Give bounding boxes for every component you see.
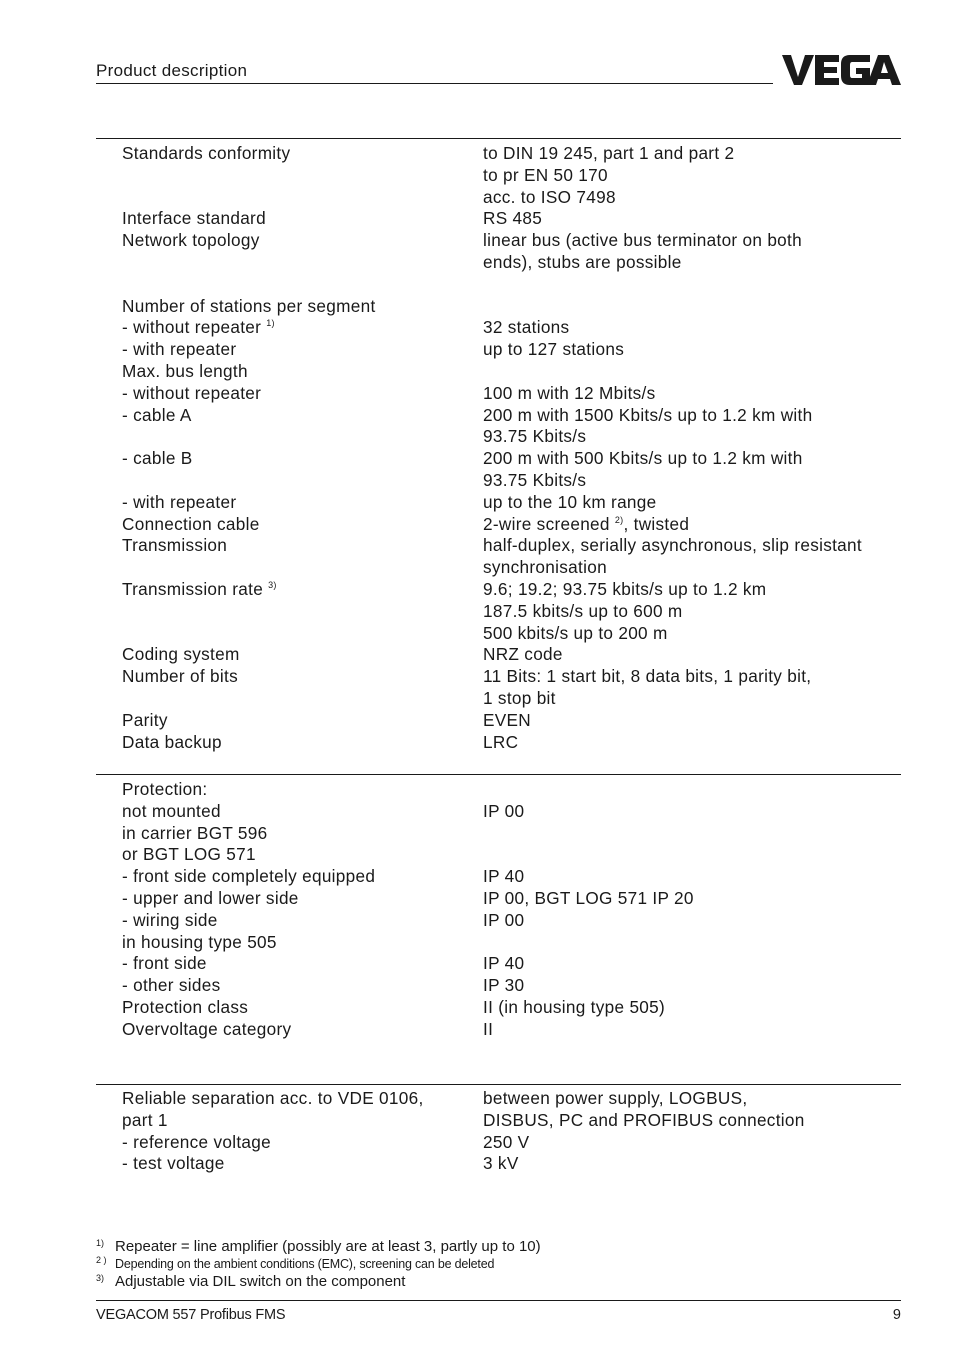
- spec-label-text: - with repeater: [122, 491, 237, 512]
- footnote-3: [96, 1273, 901, 1291]
- spec-label: [122, 448, 483, 470]
- spec-label: [122, 997, 483, 1019]
- spec-value: [483, 910, 902, 932]
- spec-value: [483, 208, 902, 230]
- spec-row: [122, 1110, 902, 1132]
- spec-row: [122, 187, 902, 209]
- spec-row: [122, 514, 902, 536]
- spec-value: [483, 710, 902, 732]
- spec-label: [122, 779, 483, 801]
- spec-value: [483, 932, 902, 954]
- spec-label-text: Parity: [122, 709, 168, 730]
- spec-value-text: 9.6; 19.2; 93.75 kbits/s up to 1.2 km: [483, 578, 767, 599]
- spec-value-text: acc. to ISO 7498: [483, 186, 616, 207]
- spec-row: [122, 932, 902, 954]
- spec-value: [483, 448, 902, 470]
- spec-label-text: Transmission: [122, 535, 228, 556]
- spec-value-text: up to the 10 km range: [483, 491, 657, 512]
- spec-label-text: Transmission rate: [122, 578, 264, 599]
- spec-label-text: - front side: [122, 953, 207, 974]
- spec-row: [122, 801, 902, 823]
- spec-label-text: part 1: [122, 1109, 168, 1130]
- spec-value-text: 93.75 Kbits/s: [483, 426, 587, 447]
- spec-value-text: RS 485: [483, 208, 543, 229]
- spec-value: [483, 644, 902, 666]
- protection-section: [122, 779, 902, 1041]
- spec-row: [122, 888, 902, 910]
- spec-label-text: not mounted: [122, 800, 221, 821]
- spec-value-text: 32 stations: [483, 317, 570, 338]
- spec-value: [483, 1088, 902, 1110]
- spec-label-text: in carrier BGT 596: [122, 822, 268, 843]
- spec-row: [122, 405, 902, 427]
- spec-value: [483, 165, 902, 187]
- spec-value: [483, 953, 902, 975]
- spec-value-text: IP 40: [483, 866, 525, 887]
- spec-value: [483, 997, 902, 1019]
- spec-row: [122, 296, 902, 318]
- spec-value-text: to pr EN 50 170: [483, 164, 608, 185]
- spec-label-text: - without repeater: [122, 382, 262, 403]
- spec-label-text: Network topology: [122, 230, 260, 251]
- footnote-ref: 2): [614, 514, 624, 525]
- spec-label-text: - other sides: [122, 975, 221, 996]
- spec-value: [483, 888, 902, 910]
- spec-value-text: 200 m with 1500 Kbits/s up to 1.2 km with: [483, 404, 813, 425]
- spec-value: [483, 732, 902, 754]
- page-number: 9: [892, 1307, 901, 1323]
- spec-label: [122, 1110, 483, 1132]
- spec-value: [483, 801, 902, 823]
- spec-label-text: Number of stations per segment: [122, 295, 376, 316]
- spec-label: [122, 187, 483, 209]
- spec-row: [122, 383, 902, 405]
- spec-label: [122, 801, 483, 823]
- footnote-mark: 3): [96, 1273, 105, 1283]
- spec-value: [483, 252, 902, 274]
- spec-value-text: half-duplex, serially asynchronous, slip resistant: [483, 535, 862, 556]
- spec-row: [122, 732, 902, 754]
- spec-label: [122, 953, 483, 975]
- spec-value: [483, 975, 902, 997]
- spec-row: [122, 230, 902, 252]
- spec-value: [483, 317, 902, 339]
- spec-value: [483, 779, 902, 801]
- spec-label: [122, 230, 483, 252]
- spec-value: [483, 1132, 902, 1154]
- spec-label-text: Reliable separation acc. to VDE 0106,: [122, 1088, 424, 1108]
- spec-value-text: 187.5 kbits/s up to 600 m: [483, 600, 683, 621]
- vega-logo: [782, 52, 902, 88]
- spec-row: [122, 844, 902, 866]
- spec-label: [122, 888, 483, 910]
- spec-row: [122, 274, 902, 296]
- spec-value-text: 100 m with 12 Mbits/s: [483, 382, 656, 403]
- spec-label: [122, 732, 483, 754]
- footer-rule: [96, 1300, 901, 1301]
- spec-row: [122, 579, 902, 601]
- spec-label: [122, 252, 483, 274]
- spec-label: [122, 910, 483, 932]
- spec-value: [483, 1019, 902, 1041]
- spec-value-text: 250 V: [483, 1131, 530, 1152]
- spec-row: [122, 470, 902, 492]
- spec-value: [483, 426, 902, 448]
- spec-label-text: - upper and lower side: [122, 887, 299, 908]
- spec-value: [483, 492, 902, 514]
- spec-label-text: - cable A: [122, 404, 192, 425]
- spec-value: [483, 823, 902, 845]
- spec-row: [122, 710, 902, 732]
- spec-value-text: 3 kV: [483, 1153, 519, 1174]
- spec-value: [483, 187, 902, 209]
- spec-label: [122, 1088, 483, 1110]
- spec-row: [122, 953, 902, 975]
- spec-row: [122, 165, 902, 187]
- spec-value-text: 11 Bits: 1 start bit, 8 data bits, 1 parity bit,: [483, 666, 812, 687]
- spec-label: [122, 514, 483, 536]
- spec-value: [483, 866, 902, 888]
- spec-value: [483, 514, 902, 536]
- spec-value: [483, 296, 902, 318]
- spec-value: [483, 405, 902, 427]
- spec-value-text: II: [483, 1018, 494, 1039]
- spec-row: [122, 623, 902, 645]
- spec-value: [483, 579, 902, 601]
- spec-label: [122, 361, 483, 383]
- spec-value: [483, 143, 902, 165]
- section-divider: [96, 138, 901, 139]
- section-divider: [96, 774, 901, 775]
- spec-label: [122, 1153, 483, 1175]
- spec-label: [122, 975, 483, 997]
- spec-label: [122, 710, 483, 732]
- footnote-text: Depending on the ambient conditions (EMC), screening can be deleted: [115, 1257, 495, 1271]
- spec-row: [122, 535, 902, 557]
- spec-value-text: 93.75 Kbits/s: [483, 469, 587, 490]
- spec-row: [122, 492, 902, 514]
- spec-value: [483, 361, 902, 383]
- footnote-text: Repeater = line amplifier (possibly are at least 3, partly up to 10): [115, 1238, 541, 1255]
- spec-value: [483, 383, 902, 405]
- spec-label: [122, 143, 483, 165]
- spec-label: [122, 165, 483, 187]
- spec-row: [122, 666, 902, 688]
- spec-row: [122, 601, 902, 623]
- section-divider: [96, 1084, 901, 1085]
- spec-label: [122, 557, 483, 579]
- spec-value-text: II (in housing type 505): [483, 996, 666, 1017]
- spec-row: [122, 997, 902, 1019]
- spec-label: [122, 932, 483, 954]
- spec-row: [122, 779, 902, 801]
- spec-value-text: NRZ code: [483, 644, 563, 665]
- spec-value-text: 1 stop bit: [483, 687, 556, 708]
- spec-label-text: Overvoltage category: [122, 1018, 292, 1039]
- spec-value: [483, 470, 902, 492]
- footnote-text: Adjustable via DIL switch on the component: [115, 1273, 406, 1290]
- footer-document-name: VEGACOM 557 Profibus FMS: [96, 1307, 286, 1323]
- spec-value: [483, 557, 902, 579]
- spec-label-text: Data backup: [122, 731, 222, 752]
- spec-label-text: or BGT LOG 571: [122, 844, 256, 865]
- spec-label: [122, 1019, 483, 1041]
- spec-value-text: to DIN 19 245, part 1 and part 2: [483, 143, 735, 163]
- spec-label: [122, 688, 483, 710]
- footnote-2: [96, 1256, 901, 1273]
- footnote-mark: 1): [96, 1238, 105, 1248]
- spec-value-text: up to 127 stations: [483, 339, 625, 360]
- spec-label: [122, 470, 483, 492]
- spec-value: [483, 1110, 902, 1132]
- spec-label: [122, 579, 483, 601]
- spec-value-text: IP 00: [483, 800, 525, 821]
- spec-label: [122, 601, 483, 623]
- spec-value-text: linear bus (active bus terminator on both: [483, 230, 802, 251]
- header-rule: [96, 83, 773, 84]
- spec-value: [483, 230, 902, 252]
- spec-label: [122, 823, 483, 845]
- spec-label-text: Coding system: [122, 644, 240, 665]
- spec-value-text: 500 kbits/s up to 200 m: [483, 622, 668, 643]
- spec-value-text: IP 30: [483, 975, 525, 996]
- spec-row: [122, 448, 902, 470]
- spec-value: [483, 844, 902, 866]
- spec-label-text: Protection class: [122, 996, 249, 1017]
- footnote-ref: 1): [266, 318, 275, 329]
- spec-row: [122, 910, 902, 932]
- spec-label: [122, 339, 483, 361]
- spec-label: [122, 844, 483, 866]
- spec-value-text: IP 00: [483, 909, 525, 930]
- spec-row: [122, 644, 902, 666]
- spec-value-text: between power supply, LOGBUS,: [483, 1088, 748, 1108]
- spec-label: [122, 535, 483, 557]
- spec-label-text: - test voltage: [122, 1153, 225, 1174]
- footnotes: [96, 1238, 901, 1291]
- spec-row: [122, 557, 902, 579]
- spec-label: [122, 405, 483, 427]
- footnote-mark: 2 ): [96, 1255, 107, 1265]
- spec-label-text: Number of bits: [122, 666, 238, 687]
- spec-value-text: IP 40: [483, 953, 525, 974]
- footnote-1: [96, 1238, 901, 1256]
- spec-label: [122, 1132, 483, 1154]
- spec-row: [122, 208, 902, 230]
- spec-row: [122, 339, 902, 361]
- spec-value-text: ends), stubs are possible: [483, 251, 682, 272]
- spec-label: [122, 317, 483, 339]
- spec-row: [122, 252, 902, 274]
- spec-value: [483, 339, 902, 361]
- spec-label-text: Interface standard: [122, 208, 266, 229]
- spec-label-text: - with repeater: [122, 339, 237, 360]
- spec-row: [122, 823, 902, 845]
- spec-label: [122, 426, 483, 448]
- spec-row: [122, 143, 902, 165]
- spec-value: [483, 623, 902, 645]
- spec-label: [122, 296, 483, 318]
- spec-value: [483, 535, 902, 557]
- spec-label-text: - front side completely equipped: [122, 866, 376, 887]
- spec-row: [122, 317, 902, 339]
- spec-value-text: 200 m with 500 Kbits/s up to 1.2 km with: [483, 448, 803, 469]
- spec-value-text: , twisted: [623, 513, 690, 534]
- spec-value: [483, 688, 902, 710]
- spec-label-text: in housing type 505: [122, 931, 277, 952]
- separation-section: [122, 1088, 902, 1175]
- spec-row: [122, 688, 902, 710]
- spec-label-text: Protection:: [122, 779, 208, 799]
- spec-value: [483, 1153, 902, 1175]
- spec-label-text: Max. bus length: [122, 360, 248, 381]
- spec-label-text: - without repeater: [122, 317, 262, 338]
- spec-row: [122, 1153, 902, 1175]
- spec-label-text: Standards conformity: [122, 143, 291, 163]
- spec-value-text: IP 00, BGT LOG 571 IP 20: [483, 887, 694, 908]
- spec-label: [122, 492, 483, 514]
- spec-label: [122, 866, 483, 888]
- spec-label: [122, 644, 483, 666]
- spec-label: [122, 208, 483, 230]
- spec-label: [122, 666, 483, 688]
- spec-value: [483, 601, 902, 623]
- spec-value-text: 2-wire screened: [483, 513, 610, 534]
- spec-label-text: - cable B: [122, 448, 193, 469]
- footnote-ref: 3): [268, 579, 277, 590]
- spec-row: [122, 1019, 902, 1041]
- spec-label-text: Connection cable: [122, 513, 260, 534]
- spec-label: [122, 623, 483, 645]
- spec-row: [122, 1132, 902, 1154]
- spec-value: [483, 666, 902, 688]
- spec-row: [122, 361, 902, 383]
- spec-row: [122, 975, 902, 997]
- spec-value-text: synchronisation: [483, 557, 607, 578]
- header-title: Product description: [96, 61, 248, 80]
- bus-specs-section: [122, 143, 902, 753]
- spec-value-text: DISBUS, PC and PROFIBUS connection: [483, 1109, 805, 1130]
- spec-label: [122, 383, 483, 405]
- spec-value-text: LRC: [483, 731, 519, 752]
- spec-row: [122, 426, 902, 448]
- spec-value-text: EVEN: [483, 709, 532, 730]
- spec-label-text: - reference voltage: [122, 1131, 272, 1152]
- spec-row: [122, 866, 902, 888]
- spec-label-text: - wiring side: [122, 909, 218, 930]
- spec-row: [122, 1088, 902, 1110]
